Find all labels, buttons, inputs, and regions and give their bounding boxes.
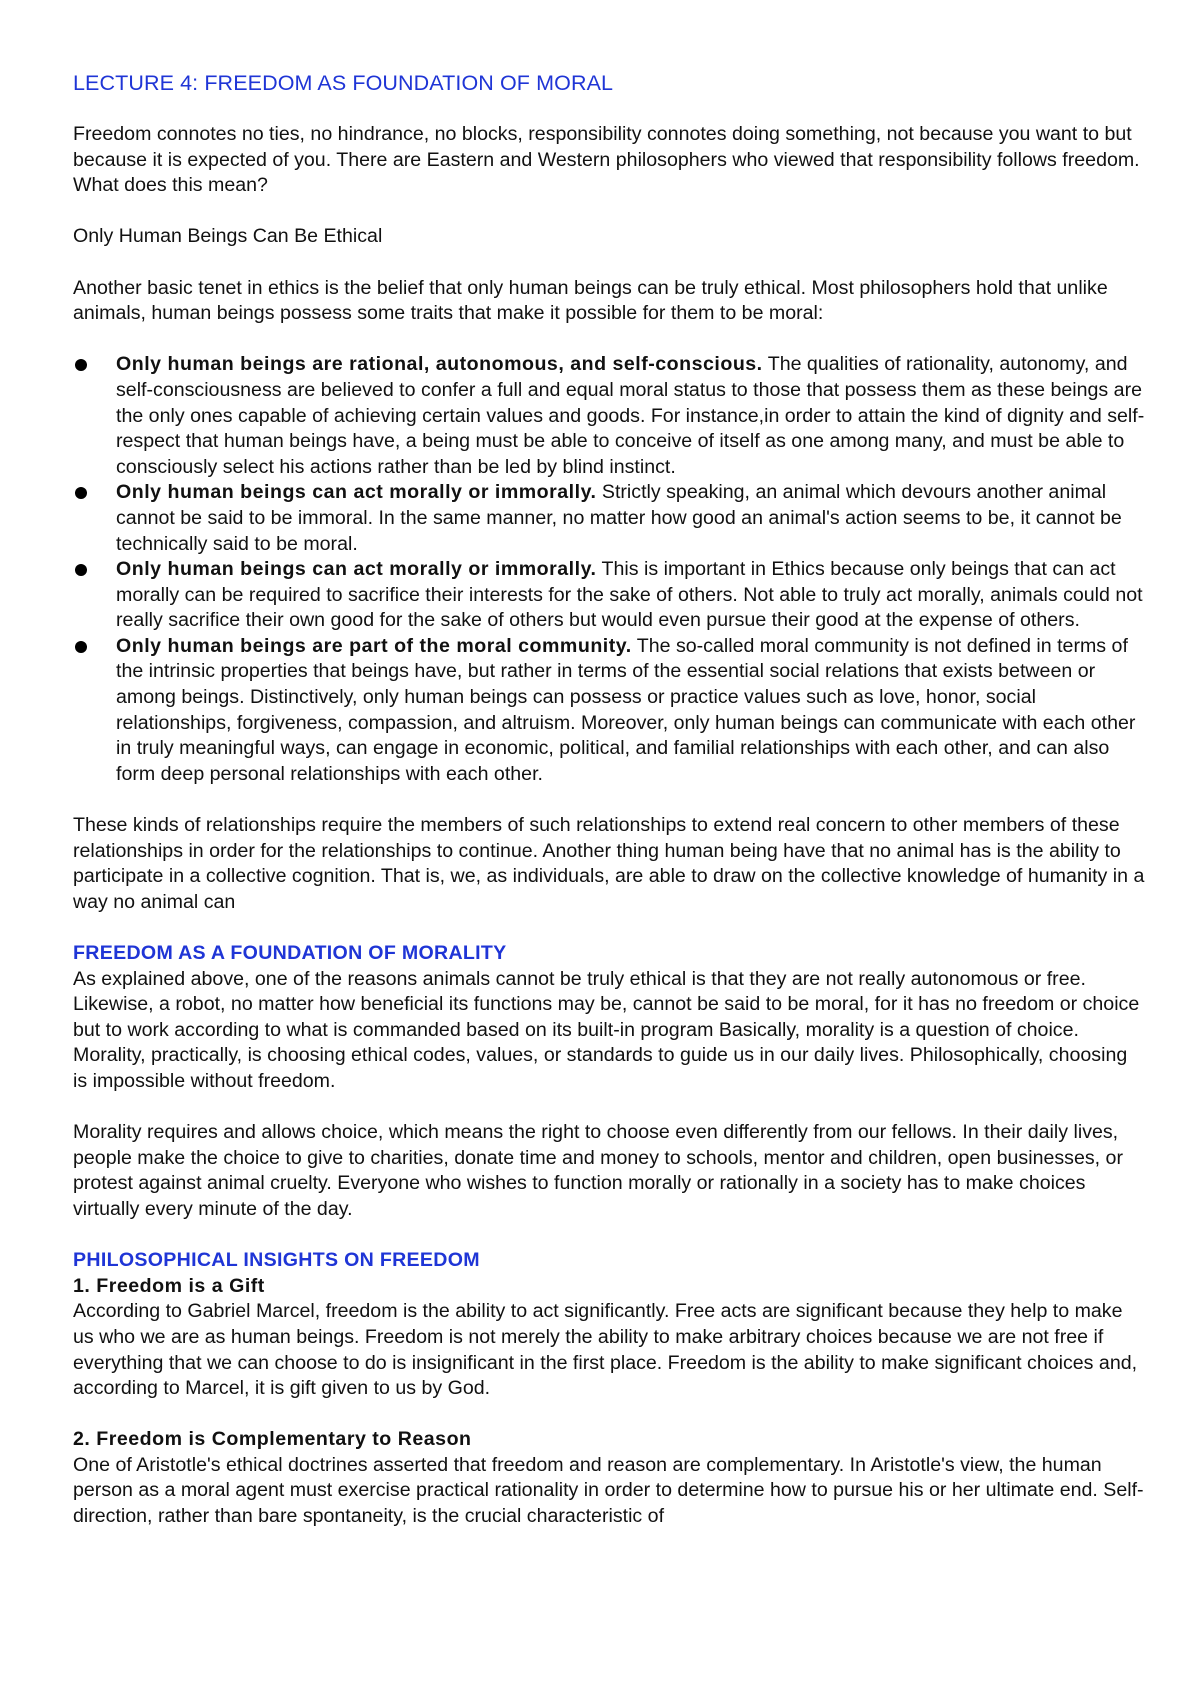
section-heading-freedom: FREEDOM AS A FOUNDATION OF MORALITY [73,942,507,964]
bullet-icon [75,487,87,499]
bullet-text: The so-called moral community is not defined in terms of the intrinsic properties that beings have, but rather in terms of the essential social relations that exists between or among beings. Distinctively, only human beings can possess or practice values such as love, honor, social relationships, forgiveness, compassion, and altruism. Moreover, only human beings can communicate with each other in truly meaningful ways, can engage in economic, political, and familial relationships with each other, and can also form deep personal relationships with each other. [116,634,1136,785]
freedom-paragraph-1: As explained above, one of the reasons animals cannot be truly ethical is that they are not really autonomous or free. Likewise, a robot, no matter how beneficial its functions may be, cannot be said to be moral, for it has no freedom or choice but to work according to what is commanded based on its built-in program Basically, morality is a question of choice. Morality, practically, is choosing ethical codes, values, or standards to guide us in our daily lives. Philosophically, choosing is impossible without freedom. [73,967,1140,1092]
insight-heading-2: 2. Freedom is Complementary to Reason [73,1428,472,1451]
insight-paragraph-2: One of Aristotle's ethical doctrines asserted that freedom and reason are complementary. In Aristotle's view, the human person as a moral agent must exercise practical rationality in order to determine how to pursue his or her ultimate end. Self- direction, rather than bare spontaneity, is the crucial characteristic of [73,1453,1144,1528]
bullet-lead: Only human beings can act morally or immorally. [116,558,597,581]
bullet-text: Strictly speaking, an animal which devours another animal cannot be said to be immoral. In the same manner, no matter how good an animal's action seems to be, it cannot be technically said to be moral. [116,481,1122,555]
freedom-paragraph-2: Morality requires and allows choice, which means the right to choose even differently from our fellows. In their daily lives, people make the choice to give to charities, donate time and money to schools, mentor and children, open businesses, or protest against animal cruelty. Everyone who wishes to function morally or rationally in a society has to make choices virtually every minute of the day. [73,1121,1123,1220]
bullet-lead: Only human beings are rational, autonomous, and self-conscious. [116,353,763,376]
bullet-icon [75,641,87,653]
bullet-text: This is important in Ethics because only beings that can act morally can be required to sacrifice their interests for the sake of others. Not able to truly act morally, animals could not really sacrifice their own good for the sake of others but would even pursue their good at the expense of others. [116,558,1143,632]
insight-heading-1: 1. Freedom is a Gift [73,1274,265,1297]
intro-paragraph: Freedom connotes no ties, no hindrance, no blocks, responsibility connotes doing something, not because you want to but because it is expected of you. There are Eastern and Western philosophers who viewed that responsibility follows freedom. What does this mean? [73,123,1140,197]
lecture-title: LECTURE 4: FREEDOM AS FOUNDATION OF MORAL [73,71,614,95]
list-item [73,634,1145,788]
relationships-paragraph: These kinds of relationships require the members of such relationships to extend real concern to other members of these relationships in order for the relationships to continue. Another thing human being have that no animal has is the ability to participate in a collective cognition. That is, we, as individuals, are able to draw on the collective knowledge of humanity in a way no animal can [73,814,1145,913]
section-heading-insights: PHILOSOPHICAL INSIGHTS ON FREEDOM [73,1249,480,1272]
bullet-icon [75,564,87,576]
bullet-icon [75,359,87,371]
document-page [73,70,1145,1530]
tenet-paragraph: Another basic tenet in ethics is the belief that only human beings can be truly ethical. Most philosophers hold that unlike animals, human beings possess some traits that make it possible for them to be moral: [73,276,1108,325]
bullet-lead: Only human beings are part of the moral community. [116,634,632,657]
list-item [73,557,1145,634]
traits-list [73,352,1145,787]
bullet-text: The qualities of rationality, autonomy, and self-consciousness are believed to confer a full and equal moral status to those that possess them as these beings are the only ones capable of achieving certain values and goods. For instance,in order to attain the kind of dignity and self-respect that human beings have, a being must be able to conceive of itself as one among many, and must be able to consciously select his actions rather than be led by blind instinct. [116,353,1145,478]
subheading: Only Human Beings Can Be Ethical [73,225,383,248]
bullet-lead: Only human beings can act morally or immorally. [116,481,597,504]
list-item [73,480,1145,557]
list-item [73,352,1145,480]
insight-paragraph-1: According to Gabriel Marcel, freedom is the ability to act significantly. Free acts are significant because they help to make us who we are as human beings. Freedom is not merely the ability to make arbitrary choices because we are not free if everything that we can choose to do is insignificant in the first place. Freedom is the ability to make significant choices and, according to Marcel, it is gift given to us by God. [73,1300,1138,1400]
